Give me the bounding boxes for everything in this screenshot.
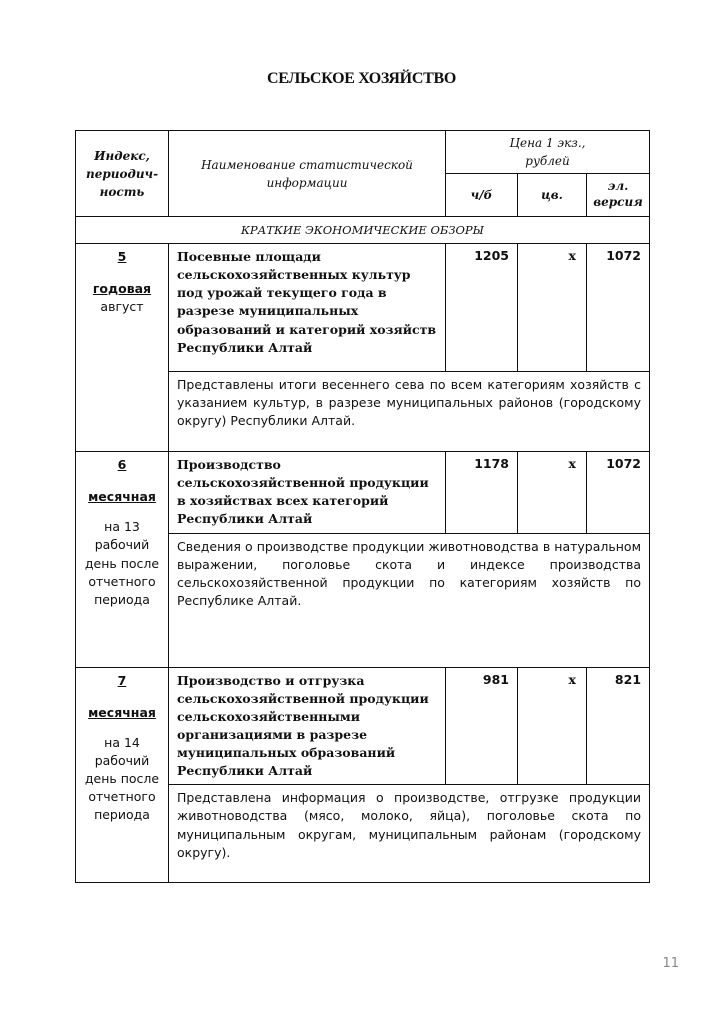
- item-number: 5: [117, 249, 127, 264]
- header-price-bw: ч/б: [446, 174, 518, 217]
- item-periodicity: годовая: [92, 281, 152, 297]
- item-number: 6: [117, 457, 127, 472]
- item-periodicity: месячная: [88, 489, 156, 505]
- item-schedule: на 14 рабочий день после отчетного периода: [84, 734, 160, 823]
- item-description: Представлены итоги весеннего сева по всем категориям хозяйств с указанием культур, в разрезе муниципальных районов (городскому округу) Республики Алтай.: [169, 372, 650, 452]
- header-name: Наименование статистической информации: [169, 131, 446, 217]
- item-price-electronic: 1072: [587, 452, 650, 534]
- item-price-bw: 1205: [446, 244, 518, 372]
- page-title: СЕЛЬСКОЕ ХОЗЯЙСТВО: [267, 70, 456, 87]
- item-index-cell: [76, 244, 169, 452]
- item-description: Представлена информация о производстве, отгрузке продукции животноводства (мясо, молоко, яйца), поголовье скота по муниципальным округам, муниципальным районам (городскому округу).: [169, 785, 650, 883]
- item-price-color: х: [518, 244, 587, 372]
- header-index: Индекс, периодич- ность: [76, 131, 169, 217]
- item-schedule: на 13 рабочий день после отчетного периода: [84, 519, 160, 607]
- header-price-electronic: эл. версия: [587, 174, 650, 217]
- item-description: Сведения о производстве продукции животноводства в натуральном выражении, поголовье скота и индексе производства сельскохозяйственной продукции по категориям хозяйств по Республике Алтай.: [169, 533, 650, 667]
- section-title: КРАТКИЕ ЭКОНОМИЧЕСКИЕ ОБЗОРЫ: [76, 217, 650, 244]
- item-price-bw: 981: [446, 667, 518, 785]
- item-title: Производство и отгрузка сельскохозяйственной продукции сельскохозяйственными организациями в разрезе муниципальных образований Республики Алтай: [169, 667, 446, 785]
- item-price-bw: 1178: [446, 452, 518, 534]
- item-price-color: х: [518, 452, 587, 534]
- item-periodicity: месячная: [88, 704, 156, 720]
- header-price-color: цв.: [518, 174, 587, 217]
- page-number: 11: [662, 956, 679, 971]
- item-index-cell: [76, 667, 169, 883]
- item-index-cell: [76, 452, 169, 668]
- item-price-electronic: 1072: [587, 244, 650, 372]
- header-price: Цена 1 экз., рублей: [446, 131, 650, 174]
- item-price-electronic: 821: [587, 667, 650, 785]
- item-number: 7: [117, 672, 127, 688]
- catalog-table: [75, 130, 650, 883]
- item-title: Посевные площади сельскохозяйственных культур под урожай текущего года в разрезе муниципальных образований и категорий хозяйств Республики Алтай: [169, 244, 446, 372]
- item-title: Производство сельскохозяйственной продукции в хозяйствах всех категорий Республики Алтай: [169, 452, 446, 534]
- item-price-color: х: [518, 667, 587, 785]
- item-schedule: август: [100, 299, 144, 315]
